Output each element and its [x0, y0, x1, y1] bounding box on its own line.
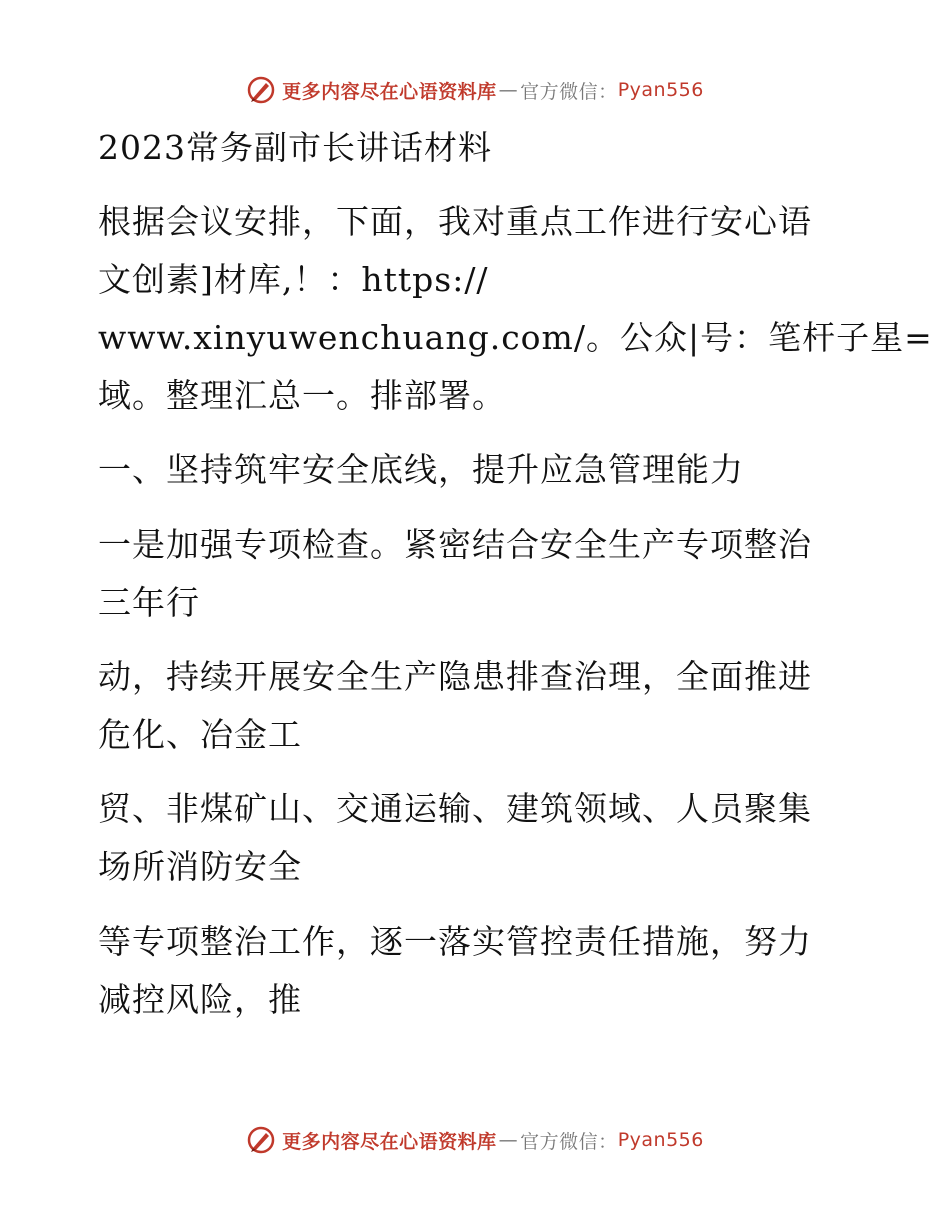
- paragraph-line: 减控风险，推: [98, 980, 302, 1019]
- watermark-dash: —: [498, 1129, 519, 1151]
- document-title: 2023常务副市长讲话材料: [98, 128, 492, 167]
- paragraph-line: 根据会议安排，下面，我对重点工作进行安心语: [98, 202, 812, 241]
- watermark-wechat-id: Pyan556: [617, 79, 704, 101]
- pen-logo-icon: [246, 75, 276, 105]
- paragraph-line: 文创素]材库,！：https://: [98, 260, 489, 299]
- watermark-slogan: 更多内容尽在心语资料库: [282, 80, 497, 103]
- pen-logo-icon: [246, 1125, 276, 1155]
- paragraph-line: 一是加强专项检查。紧密结合安全生产专项整治: [98, 525, 812, 564]
- footer-watermark: [0, 1120, 950, 1160]
- paragraph-line: 危化、冶金工: [98, 715, 302, 754]
- paragraph-line: 动，持续开展安全生产隐患排查治理，全面推进: [98, 657, 812, 696]
- paragraph-line: 贸、非煤矿山、交通运输、建筑领域、人员聚集: [98, 789, 812, 828]
- paragraph-line: 域。整理汇总一。排部署。: [98, 376, 506, 415]
- paragraph-line: www.xinyuwenchuang.com/。公众|号：笔杆子星=: [98, 318, 933, 357]
- watermark-dash: —: [498, 79, 519, 101]
- watermark-contact-label: 官方微信：: [520, 80, 618, 103]
- section-heading: 一、坚持筑牢安全底线，提升应急管理能力: [98, 450, 744, 489]
- watermark-wechat-id: Pyan556: [617, 1129, 704, 1151]
- header-watermark: [0, 70, 950, 110]
- watermark-contact-label: 官方微信：: [520, 1130, 618, 1153]
- paragraph-line: 三年行: [98, 583, 200, 622]
- paragraph-line: 等专项整治工作，逐一落实管控责任措施，努力: [98, 922, 812, 961]
- paragraph-line: 场所消防安全: [98, 847, 302, 886]
- watermark-slogan: 更多内容尽在心语资料库: [282, 1130, 497, 1153]
